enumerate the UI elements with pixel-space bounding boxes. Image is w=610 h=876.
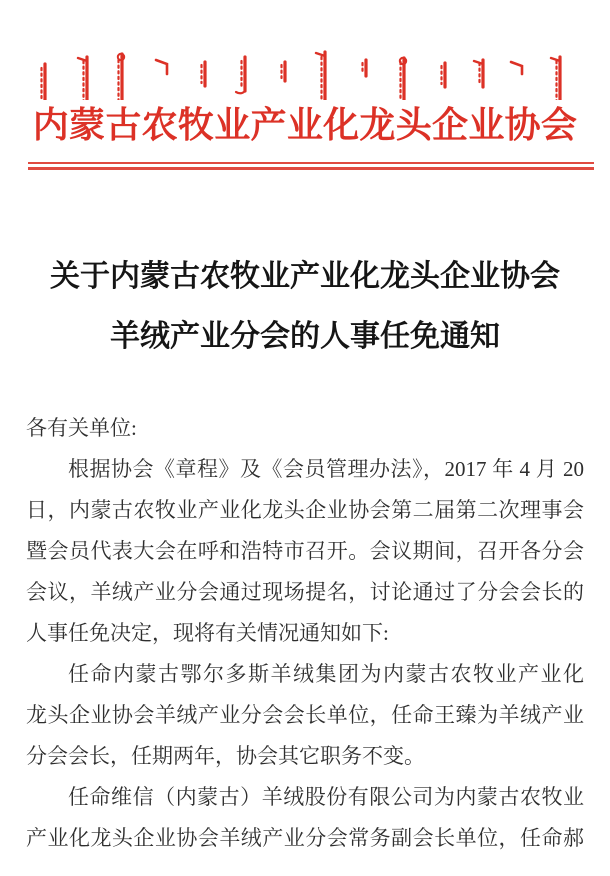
mongolian-script-banner-icon [0, 24, 610, 100]
body-line: 龙头企业协会羊绒产业分会会长单位，任命王臻为羊绒产业 [26, 703, 584, 727]
body-line: 分会会长，任期两年，协会其它职务不变。 [26, 744, 425, 768]
body-line: 人事任免决定，现将有关情况通知如下: [26, 621, 389, 645]
body-line: 日，内蒙古农牧业产业化龙头企业协会第二届第二次理事会 [26, 498, 584, 522]
org-name: 内蒙古农牧业产业化龙头企业协会 [32, 105, 578, 145]
letterhead [0, 0, 610, 170]
body-line: 暨会员代表大会在呼和浩特市召开。会议期间，召开各分会 [26, 539, 584, 563]
document-title-line1: 关于内蒙古农牧业产业化龙头企业协会 [50, 260, 560, 293]
body-line: 产业化龙头企业协会羊绒产业分会常务副会长单位，任命郝 [26, 826, 584, 850]
document-title [0, 247, 610, 367]
body-line: 任命内蒙古鄂尔多斯羊绒集团为内蒙古农牧业产业化 [68, 662, 584, 686]
body-line: 任命维信（内蒙古）羊绒股份有限公司为内蒙古农牧业 [68, 785, 584, 809]
body-line: 会议，羊绒产业分会通过现场提名，讨论通过了分会会长的 [26, 580, 584, 604]
divider-line-bottom [28, 167, 594, 170]
document-body [26, 408, 584, 859]
body-line: 根据协会《章程》及《会员管理办法》，2017 年 4 月 20 [68, 457, 584, 481]
salutation: 各有关单位: [26, 416, 137, 440]
divider-line-top [28, 162, 594, 164]
letterhead-divider [28, 162, 594, 170]
document-title-line2: 羊绒产业分会的人事任免通知 [110, 320, 500, 353]
